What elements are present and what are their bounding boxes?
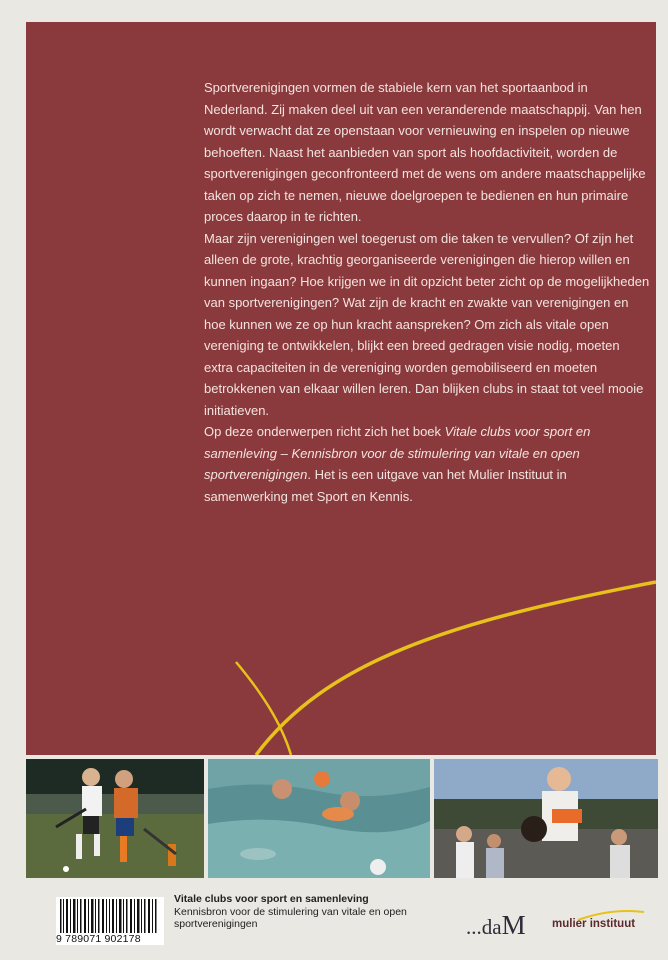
photo-swimming [208,759,430,878]
institute-logo: mulier instituut [552,918,636,930]
book-subtitle: Kennisbron voor de stimulering van vitale en open sportverenigingen [174,905,407,930]
photo-celebration [434,759,658,878]
description-text [204,77,652,507]
footer [0,890,668,960]
book-title-italic: Vitale clubs voor sport en samenleving – Kennisbron voor de stimulering van vitale en open sportverenigingen [204,424,591,482]
photo-hockey [26,759,204,878]
paragraph-2: Maar zijn verenigingen wel toegerust om die taken te vervullen? Of zijn het alleen de grote, krachtig georganiseerde verenigingen die hierop willen en kunnen ingaan? Hoe krijgen we in dit opzicht beter zicht op de mogelijkheden van sportverenigingen? Wat zijn de kracht en zwakte van verenigingen en hoe kunnen we ze op hun kracht aanspreken? Om zich als vitale open vereniging te ontwikkelen, blijkt een breed gedragen visie nodig, moeten extra capaciteiten in de vereniging worden gemobiliseerd en moeten betrokkenen van elkaar willen leren. Dan blijken clubs in staat tot veel mooie initiatieven. [204,230,650,418]
back-cover-panel [26,22,656,755]
paragraph-3: Op deze onderwerpen richt zich het boek Vitale clubs voor sport en samenleving – Kennisbron voor de stimulering van vitale en open sportverenigingen. Het is een uitgave van het Mulier Instituut in samenwerking met Sport en Kennis. [204,424,591,504]
book-title: Vitale clubs voor sport en samenleving [174,893,369,905]
photo-strip [26,759,658,879]
paragraph-1: Sportverenigingen vormen de stabiele kern van het sportaanbod in Nederland. Zij maken deel uit van een veranderende maatschappij. Van hen wordt verwacht dat ze openstaan voor vernieuwing en inspelen op nieuwe behoeften. Naast het aanbieden van sport als hoofdactiviteit, worden de sportverenigingen geconfronteerd met de wens om andere maatschappelijke taken op zich te nemen, nieuwe doelgroepen te bedienen en hun primaire proces daarop in te richten. [204,80,646,224]
book-info [174,893,414,931]
publisher-logo: ...daM [466,910,526,940]
isbn-number: 9 789071 902178 [56,933,164,945]
